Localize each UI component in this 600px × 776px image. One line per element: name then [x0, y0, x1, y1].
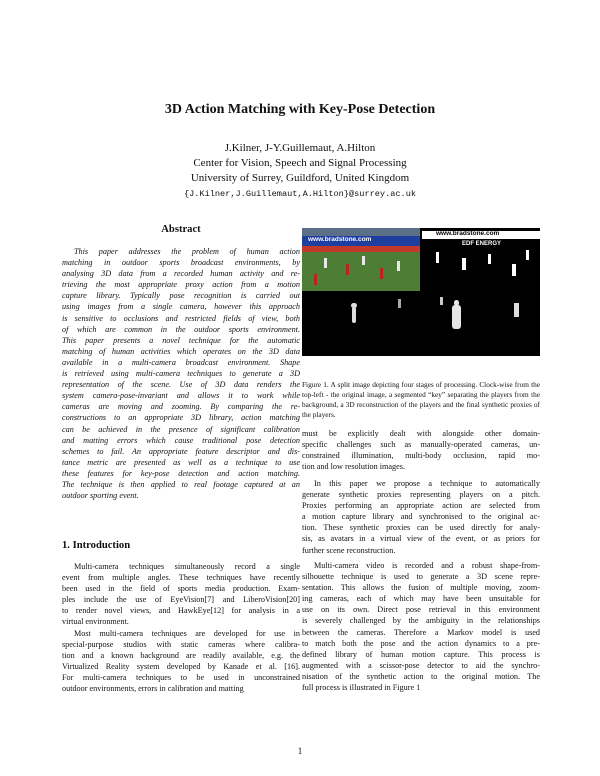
key-banner-text: www.bradstone.com [436, 230, 500, 237]
text-line: is retrieved using multi-camera techniques to generate a 3D [62, 369, 300, 379]
text-line: This paper addresses the problem of human action [74, 247, 300, 256]
text-line: Multi-camera video is recorded and a robust shape-from- [314, 561, 540, 570]
abstract-body [62, 246, 300, 501]
affiliation-line-1: Center for Vision, Speech and Signal Processing [193, 157, 407, 169]
abstract-heading: Abstract [161, 224, 201, 235]
text-line: constructions to an appropriate 3D library, action matching [62, 413, 300, 423]
text-line: outdoor sporting event. [62, 491, 139, 501]
text-line: representation of the scene. Use of 3D data renders the [62, 380, 300, 390]
text-line: matching in outdoor sports broadcast environments, by [62, 258, 300, 268]
right-paragraph-3 [302, 560, 540, 693]
text-line: tion. These synthetic proxies can be used directly for analy- [302, 523, 540, 533]
text-line: a motion capture library and synchronised to the original ac- [302, 512, 540, 522]
authors: J.Kilner, J-Y.Guillemaut, A.Hilton [224, 142, 376, 154]
text-line: Virtualized Reality system developed by Kanade et al. [16]. [62, 661, 300, 671]
key-silhouette [462, 258, 466, 270]
text-line: further scene reconstruction. [302, 545, 396, 555]
player [380, 268, 383, 279]
reconstruction-head [454, 300, 459, 306]
reconstruction-blob [440, 297, 443, 305]
proxy-figure [352, 307, 356, 323]
player [397, 261, 400, 271]
page-number: 1 [297, 746, 303, 756]
text-line: generate synthetic proxies representing players on a pitch. [302, 490, 540, 500]
paper-title: 3D Action Matching with Key-Pose Detection [164, 102, 436, 117]
text-line: specific challenges such as manually-operated cameras, un- [302, 440, 540, 450]
text-line: Proxies performing an appropriate action are selected from [302, 501, 540, 511]
player [314, 274, 317, 285]
text-line: The technique is then applied to real footage captured at an [62, 479, 300, 489]
text-line: event from multiple angles. These techniques have recently [62, 573, 300, 583]
text-line: special-purpose studios with static cameras where calibra- [62, 639, 300, 649]
text-line: ples include the use of EyeVision[7] and LiberoVision[20] [62, 595, 300, 605]
figure-1-image [302, 228, 540, 356]
text-line: outdoor environments, errors in calibration and matting [62, 684, 244, 694]
text-line: augmented with a scissor-pose detector to aid the synchro- [302, 660, 540, 670]
text-line: can be achieved in the presence of significant calibration [62, 424, 300, 434]
text-line: is severely challenged by the ambiguity in the relationships [302, 616, 540, 626]
text-line: available in a multi-camera broadcast environment. Shape [62, 357, 300, 367]
figure-panel-reconstruction [422, 293, 540, 356]
text-line: constrained illumination, multi-body occlusion, rapid mo- [302, 451, 540, 461]
text-line: tion and a known background are readily available, e.g. the [62, 650, 300, 660]
key-silhouette [488, 254, 491, 264]
banner-text: www.bradstone.com [308, 236, 372, 243]
text-line: defined library of human motion capture. This process is [302, 649, 540, 659]
player [346, 264, 349, 275]
key-banner-text-2: EDF ENERGY [462, 241, 502, 247]
section-heading-introduction: 1. Introduction [62, 540, 131, 551]
figure-panel-proxies [302, 293, 420, 356]
text-line: between the cameras. Therefore a Markov model is used [302, 627, 540, 637]
text-line: For multi-camera techniques to be used in unconstrained [62, 672, 300, 682]
pitch [302, 252, 420, 291]
text-line: must be explicitly dealt with alongside other domain- [302, 429, 540, 438]
text-line: In this paper we propose a technique to automatically [314, 479, 540, 488]
introduction-left-text [62, 561, 300, 694]
text-line: to render novel views, and HawkEye[12] for analysis in a [62, 606, 300, 616]
text-line: matching of human activities which operates on the 3D data [62, 346, 300, 356]
text-line: cameras are moving and zooming. By comparing the re- [62, 402, 300, 412]
text-line: Multi-camera techniques simultaneously record a single [74, 562, 300, 571]
text-line: been used in the field of sports media production. Exam- [62, 584, 300, 594]
key-silhouette [436, 252, 439, 263]
text-line: nisation of the synthetic action to the original motion. The [302, 671, 540, 681]
text-line: Most multi-camera techniques are developed for use in [74, 628, 300, 638]
text-line: analysing 3D data from a recorded human activity and re- [62, 269, 300, 279]
text-line: use on its own. Direct pose retrieval in this environment [302, 605, 540, 615]
player [324, 258, 327, 268]
figure-1-caption: Figure 1. A split image depicting four stages of processing. Clock-wise from the top-left - the original image, a segmented “key” separating the players from the background, a 3D reconstruction of the players and the final synthetic proxies of the players. [302, 380, 540, 419]
reconstruction-blob [452, 305, 461, 329]
author-emails: {J.Kilner,J.Guillemaut,A.Hilton}@surrey.ac.uk [183, 189, 417, 199]
text-line: full process is illustrated in Figure 1 [302, 683, 421, 693]
text-line: tion and low resolution images. [302, 462, 406, 472]
key-silhouette [512, 264, 516, 276]
player [362, 256, 365, 265]
text-line: sentation. This allows the fusion of multiple moving, zoom- [302, 583, 540, 593]
text-line: is sensitive to occlusions and restricted fields of view, both [62, 313, 300, 323]
right-paragraph-2 [302, 478, 540, 556]
text-line: This paper presents a novel technique for the automatic [62, 335, 300, 345]
figure-panel-original [302, 228, 420, 291]
advertising-board [302, 236, 420, 246]
text-line: trieving the most appropriate proxy action from a motion [62, 280, 300, 290]
figure-panel-key [422, 228, 540, 291]
key-silhouette [526, 250, 529, 260]
text-line: system camera-pose-invariant and allows it to work while [62, 391, 300, 401]
reconstruction-blob [514, 303, 519, 317]
text-line: schemes to fail. An appropriate feature descriptor and dis- [62, 446, 300, 456]
text-line: these features for key-pose detection and action matching. [62, 468, 300, 478]
text-line: ing cameras, each of which may have been unsuitable for [302, 594, 540, 604]
text-line: to match both the pose and the action dynamics to a pre- [302, 638, 540, 648]
text-line: of which are common in the outdoor sports environment. [62, 324, 300, 334]
proxy-head [351, 303, 357, 308]
text-line: capture library. Typically pose recognition is carried out [62, 291, 300, 301]
text-line: silhouette technique is used to generate a 3D scene repre- [302, 572, 540, 582]
proxy-figure [398, 299, 401, 308]
text-line: sis, as avatars in a virtual view of the event, or as priors for [302, 534, 540, 544]
text-line: virtual environment. [62, 617, 129, 627]
text-line: and matting errors which cause traditional pose detection [62, 435, 300, 445]
text-line: using images from a single camera, however this approach [62, 302, 300, 312]
affiliation-line-2: University of Surrey, Guildford, United Kingdom [190, 172, 410, 184]
right-paragraph-1 [302, 428, 540, 472]
text-line: tance metric are presented as well as a technique to use [62, 457, 300, 467]
